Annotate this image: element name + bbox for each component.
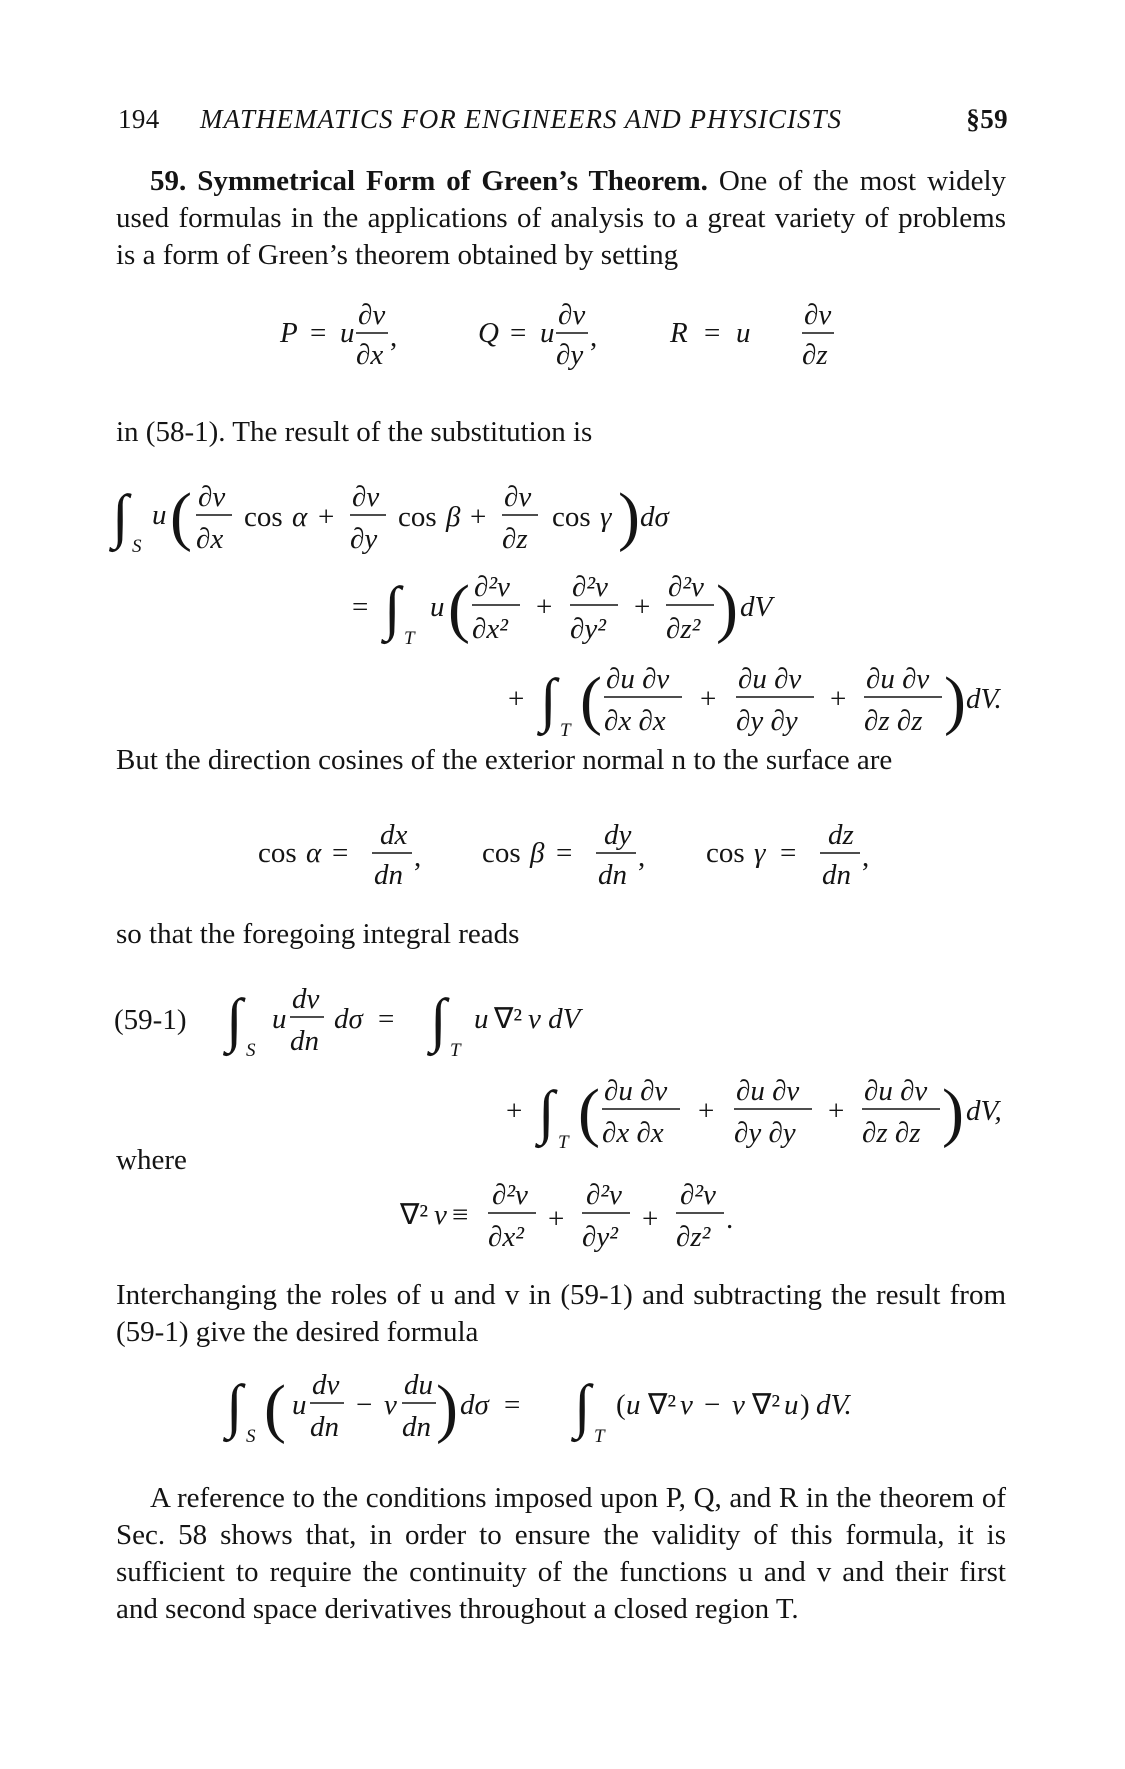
equation-symmetric-greens — [0, 1360, 1125, 1460]
svg-text:=: = — [704, 317, 721, 349]
svg-text:dn: dn — [822, 859, 851, 891]
svg-text:dσ: dσ — [460, 1389, 489, 1421]
svg-text:dn: dn — [402, 1411, 431, 1443]
svg-text:(: ( — [170, 480, 192, 553]
svg-text:cos: cos — [482, 837, 521, 869]
svg-text:∇²: ∇² — [400, 1199, 429, 1231]
svg-text:∫: ∫ — [538, 1079, 555, 1145]
svg-text:∂y: ∂y — [350, 523, 378, 555]
svg-text:∂z²: ∂z² — [666, 613, 701, 645]
svg-text:T: T — [594, 1426, 605, 1447]
svg-text:∂u ∂v: ∂u ∂v — [864, 1075, 928, 1107]
svg-text:∂u ∂v: ∂u ∂v — [606, 663, 670, 695]
svg-text:+: + — [470, 501, 487, 533]
interchanging-paragraph — [116, 1277, 1006, 1351]
svg-text:∂x²: ∂x² — [472, 613, 508, 645]
svg-text:∂x: ∂x — [356, 339, 384, 371]
svg-text:∫: ∫ — [226, 987, 243, 1053]
svg-text:(: ( — [580, 664, 602, 737]
svg-text:u: u — [340, 317, 355, 349]
svg-text:P: P — [280, 317, 298, 349]
svg-text:∫: ∫ — [112, 483, 129, 549]
svg-text:): ) — [716, 572, 738, 645]
direction-cosines-paragraph — [116, 742, 1006, 779]
svg-text:∂y ∂y: ∂y ∂y — [736, 705, 798, 737]
foregoing-text: so that the foregoing integral reads — [116, 918, 520, 950]
svg-text:β: β — [530, 837, 545, 869]
svg-text:dn: dn — [598, 859, 627, 891]
svg-text:∫: ∫ — [540, 667, 557, 733]
svg-text:T: T — [560, 720, 571, 738]
svg-text:v: v — [680, 1389, 693, 1421]
svg-text:=: = — [352, 591, 369, 623]
svg-text:+: + — [508, 683, 525, 715]
svg-text:S: S — [246, 1040, 256, 1061]
svg-text:=: = — [780, 837, 797, 869]
svg-text:∂²v: ∂²v — [474, 571, 510, 603]
svg-text:+: + — [830, 683, 847, 715]
svg-text:.: . — [726, 1203, 734, 1235]
svg-text:≡: ≡ — [452, 1199, 469, 1231]
svg-text:Q: Q — [478, 317, 499, 349]
svg-text:cos: cos — [398, 501, 437, 533]
svg-text:∇²: ∇² — [648, 1389, 677, 1421]
svg-text:=: = — [332, 837, 349, 869]
substitution-text: in (58-1). The result of the substitution is — [116, 416, 593, 448]
svg-text:du: du — [404, 1369, 433, 1401]
svg-text:=: = — [504, 1389, 521, 1421]
svg-text:∂²v: ∂²v — [586, 1179, 622, 1211]
svg-text:∫: ∫ — [226, 1373, 243, 1439]
svg-text:∂u ∂v: ∂u ∂v — [738, 663, 802, 695]
svg-text:dV,: dV, — [966, 1095, 1002, 1127]
svg-text:∇²: ∇² — [494, 1003, 523, 1035]
svg-text:cos: cos — [706, 837, 745, 869]
intro-text: One of the most widely used formulas in the applications of analysis to a great variety of problems is a form of Green’s theorem obtained by setting — [116, 165, 1006, 271]
svg-text:v dV: v dV — [528, 1003, 581, 1035]
equation-59-1 — [0, 970, 1125, 1150]
svg-text:u: u — [540, 317, 555, 349]
svg-text:∂²v: ∂²v — [492, 1179, 528, 1211]
svg-text:dv: dv — [312, 1369, 340, 1401]
intro-paragraph — [116, 163, 1006, 274]
svg-text:+: + — [548, 1203, 565, 1235]
section-marker: §59 — [966, 104, 1008, 134]
svg-text:∂v: ∂v — [352, 481, 380, 513]
svg-text:): ) — [944, 664, 966, 737]
svg-text:): ) — [800, 1389, 810, 1421]
svg-text:+: + — [642, 1203, 659, 1235]
svg-text:dσ: dσ — [640, 501, 669, 533]
svg-text:∫: ∫ — [430, 987, 447, 1053]
svg-text:∂²v: ∂²v — [680, 1179, 716, 1211]
equation-pqr — [0, 290, 1125, 380]
svg-text:+: + — [634, 591, 651, 623]
svg-text:(: ( — [616, 1389, 626, 1421]
svg-text:∂²v: ∂²v — [572, 571, 608, 603]
equation-label-59-1: (59-1) — [114, 1004, 187, 1036]
svg-text:∇²: ∇² — [752, 1389, 781, 1421]
svg-text:dx: dx — [380, 819, 408, 851]
substitution-paragraph — [116, 414, 1006, 451]
svg-text:∂y ∂y: ∂y ∂y — [734, 1117, 796, 1149]
conclusion-paragraph — [116, 1480, 1006, 1628]
svg-text:∫: ∫ — [574, 1373, 591, 1439]
svg-text:dn: dn — [374, 859, 403, 891]
svg-text:,: , — [862, 841, 870, 873]
svg-text:∂v: ∂v — [358, 299, 386, 331]
svg-text:∂y²: ∂y² — [582, 1221, 618, 1253]
svg-text:R: R — [670, 317, 688, 349]
foregoing-paragraph — [116, 916, 1006, 953]
interchanging-text: Interchanging the roles of u and v in (59-1) and subtracting the result from (59-1) give the desired formula — [116, 1279, 1006, 1348]
svg-text:u: u — [152, 499, 167, 531]
svg-text:,: , — [590, 321, 598, 353]
conclusion-text: A reference to the conditions imposed upon P, Q, and R in the theorem of Sec. 58 shows that, in order to ensure the validity of this formula, it is sufficient to require the continuity of the functions u and v and their first and second space derivatives throughout a closed region T. — [116, 1482, 1006, 1625]
svg-text:cos: cos — [244, 501, 283, 533]
svg-text:u: u — [736, 317, 751, 349]
svg-text:,: , — [390, 321, 398, 353]
svg-text:∂z²: ∂z² — [676, 1221, 711, 1253]
svg-text:v: v — [732, 1389, 745, 1421]
where-text: where — [116, 1144, 187, 1176]
svg-text:+: + — [698, 1095, 715, 1127]
svg-text:∂u ∂v: ∂u ∂v — [866, 663, 930, 695]
svg-text:T: T — [558, 1132, 569, 1150]
svg-text:+: + — [318, 501, 335, 533]
svg-text:∂z ∂z: ∂z ∂z — [862, 1117, 921, 1149]
svg-text:+: + — [506, 1095, 523, 1127]
svg-text:u: u — [430, 591, 445, 623]
svg-text:dy: dy — [604, 819, 632, 851]
svg-text:dV: dV — [740, 591, 773, 623]
svg-text:S: S — [246, 1426, 256, 1447]
svg-text:α: α — [292, 501, 308, 533]
svg-text:cos: cos — [552, 501, 591, 533]
svg-text:dn: dn — [290, 1025, 319, 1057]
svg-text:u: u — [272, 1003, 287, 1035]
svg-text:∂x ∂x: ∂x ∂x — [602, 1117, 664, 1149]
svg-text:(: ( — [578, 1076, 600, 1149]
svg-text:u: u — [784, 1389, 799, 1421]
svg-text:dz: dz — [828, 819, 854, 851]
svg-text:∂y: ∂y — [556, 339, 584, 371]
direction-cosines-text: But the direction cosines of the exterior normal n to the surface are — [116, 744, 893, 776]
svg-text:−: − — [356, 1389, 373, 1421]
svg-text:v: v — [384, 1389, 397, 1421]
svg-text:dσ: dσ — [334, 1003, 363, 1035]
svg-text:=: = — [510, 317, 527, 349]
svg-text:∂z: ∂z — [502, 523, 528, 555]
svg-text:γ: γ — [600, 501, 612, 533]
svg-text:∂u ∂v: ∂u ∂v — [604, 1075, 668, 1107]
svg-text:dV.: dV. — [816, 1389, 852, 1421]
svg-text:β: β — [446, 501, 461, 533]
svg-text:u: u — [626, 1389, 641, 1421]
svg-text:∫: ∫ — [384, 575, 401, 641]
svg-text:∂z ∂z: ∂z ∂z — [864, 705, 923, 737]
svg-text:∂x²: ∂x² — [488, 1221, 524, 1253]
page-number: 194 — [118, 104, 160, 134]
svg-text:dn: dn — [310, 1411, 339, 1443]
svg-text:T: T — [404, 628, 415, 649]
svg-text:∂x: ∂x — [196, 523, 224, 555]
svg-text:α: α — [306, 837, 322, 869]
svg-text:u: u — [292, 1389, 307, 1421]
svg-text:dV.: dV. — [966, 683, 1002, 715]
svg-text:+: + — [536, 591, 553, 623]
svg-text:−: − — [704, 1389, 721, 1421]
svg-text:S: S — [132, 536, 142, 557]
svg-text:cos: cos — [258, 837, 297, 869]
equation-cosines — [0, 810, 1125, 900]
svg-text:∂²v: ∂²v — [668, 571, 704, 603]
svg-text:u: u — [474, 1003, 489, 1035]
svg-text:+: + — [828, 1095, 845, 1127]
svg-text:=: = — [378, 1003, 395, 1035]
equation-substitution — [0, 468, 1125, 738]
svg-text:(: ( — [264, 1372, 286, 1445]
svg-text:∂v: ∂v — [804, 299, 832, 331]
svg-text:): ) — [436, 1372, 458, 1445]
running-title: MATHEMATICS FOR ENGINEERS AND PHYSICISTS — [200, 104, 842, 134]
svg-text:): ) — [618, 480, 640, 553]
svg-text:∂u ∂v: ∂u ∂v — [736, 1075, 800, 1107]
svg-text:=: = — [556, 837, 573, 869]
svg-text:T: T — [450, 1040, 461, 1061]
svg-text:v: v — [434, 1199, 447, 1231]
svg-text:∂z: ∂z — [802, 339, 828, 371]
svg-text:∂v: ∂v — [504, 481, 532, 513]
equation-laplacian — [0, 1172, 1125, 1262]
svg-text:∂x ∂x: ∂x ∂x — [604, 705, 666, 737]
svg-text:dv: dv — [292, 983, 320, 1015]
svg-text:γ: γ — [754, 837, 766, 869]
svg-text:(: ( — [448, 572, 470, 645]
svg-text:+: + — [700, 683, 717, 715]
svg-text:∂v: ∂v — [558, 299, 586, 331]
svg-text:): ) — [942, 1076, 964, 1149]
svg-text:,: , — [414, 841, 422, 873]
svg-text:=: = — [310, 317, 327, 349]
svg-text:,: , — [638, 841, 646, 873]
running-header — [118, 104, 1008, 144]
svg-text:∂v: ∂v — [198, 481, 226, 513]
svg-text:∂y²: ∂y² — [570, 613, 606, 645]
section-heading: 59. Symmetrical Form of Green’s Theorem. — [150, 165, 708, 197]
